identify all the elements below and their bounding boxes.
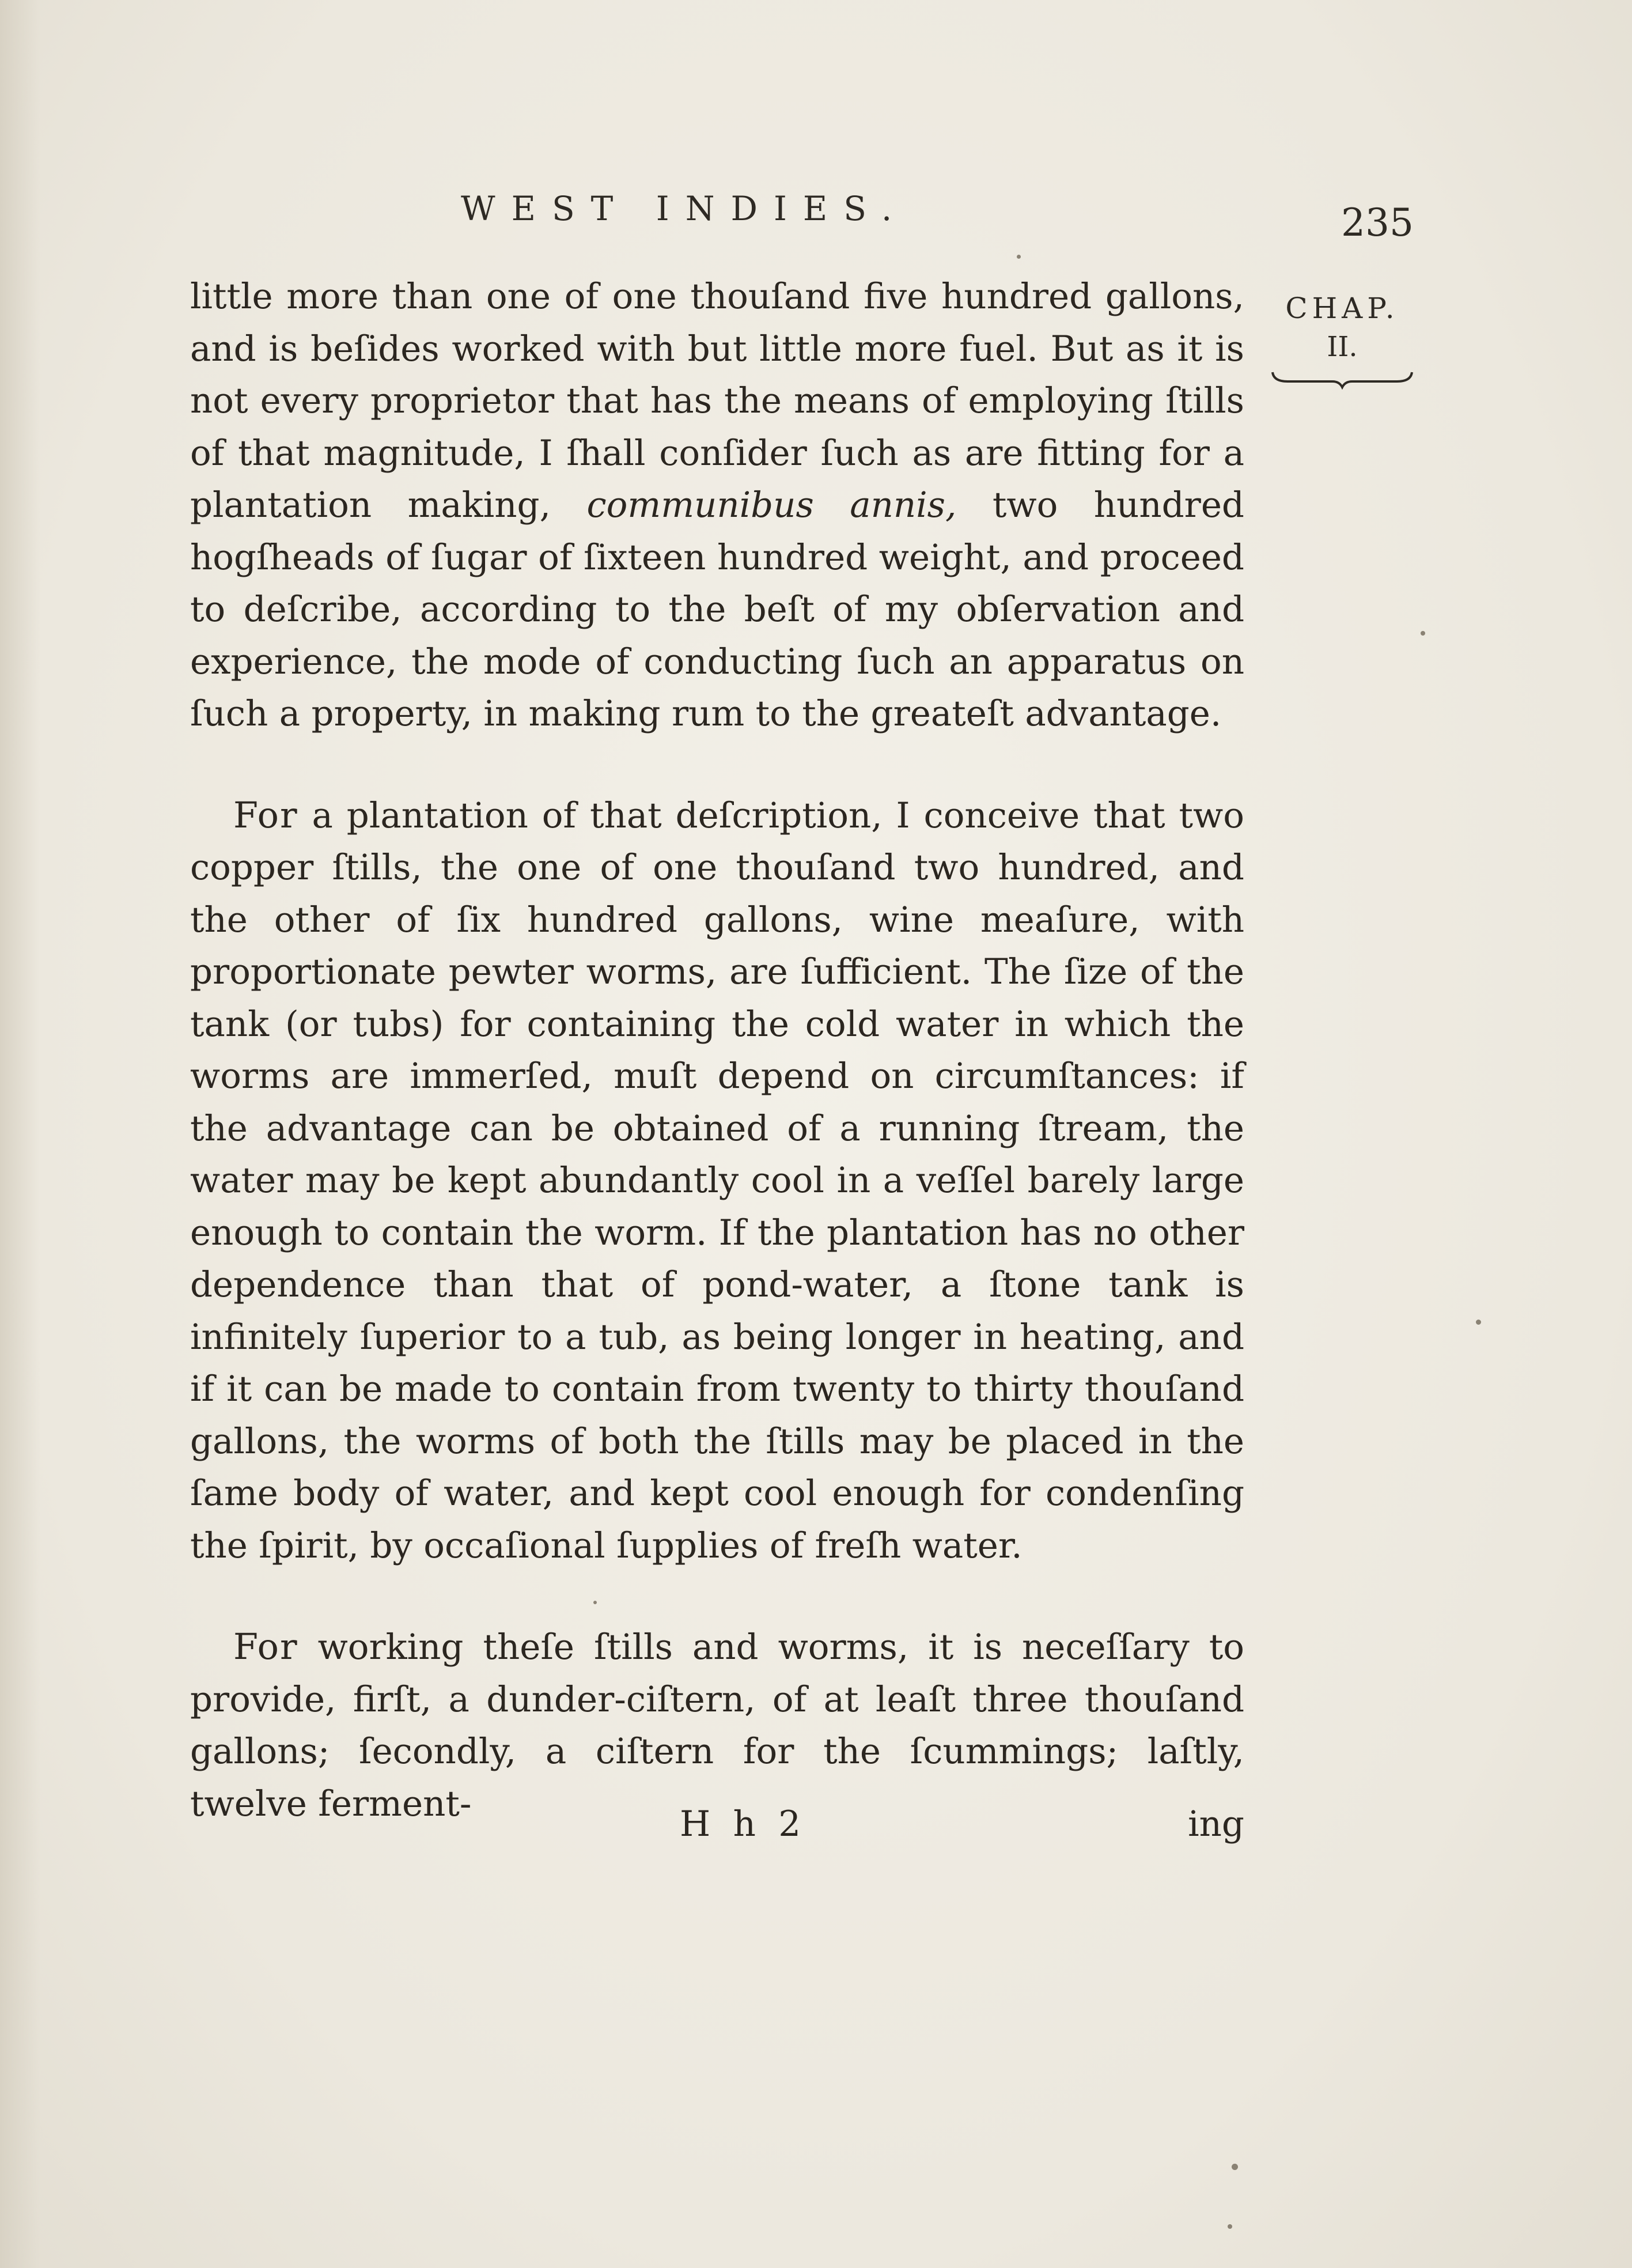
page-footer <box>190 1804 1244 1855</box>
paragraph-3 <box>190 1621 1244 1830</box>
paragraph-2-lead: For <box>233 793 298 836</box>
paragraph-2 <box>190 789 1244 1573</box>
paragraph-3-text: working theſe ſtills and worms, it is neceſſary to provide, firſt, a dunder-ciſtern, of at leaſt three thouſand gallons; ſecondly, a ciſtern for the ſcummings; laſtly, twelve ferment- <box>190 1627 1244 1824</box>
paragraph-1-italic: communibus annis, <box>586 485 957 526</box>
paper-speck <box>1232 2164 1238 2170</box>
paper-speck <box>1228 2224 1232 2229</box>
body-text <box>190 271 1244 1830</box>
paragraph-2-text: a plantation of that deſcription, I conceive that two copper ſtills, the one of one thouſand two hundred, and the other of ſix hundred gallons, wine meaſure, with proportionate pewter worms, are ſufficient. The ſize of the tank (or tubs) for containing the cold water in which the worms are immerſed, muſt depend on circumſtances: if the advantage can be obtained of a running ſtream, the water may be kept abundantly cool in a veſſel barely large enough to contain the worm. If the plantation has no other dependence than that of pond-water, a ſtone tank is infinitely ſuperior to a tub, as being longer in heating, and if it can be made to contain from twenty to thirty thouſand gallons, the worms of both the ſtills may be placed in the ſame body of water, and kept cool enough for condenſing the ſpirit, by occaſional ſupplies of freſh water. <box>190 795 1244 1566</box>
paragraph-1 <box>190 271 1244 740</box>
margin-note <box>1267 288 1417 390</box>
signature-mark: H h 2 <box>680 1804 807 1844</box>
paper-speck <box>593 1601 597 1604</box>
paragraph-3-lead: For <box>233 1626 298 1668</box>
paragraph-1-tail: two hundred hogſheads of ſugar of ſixteen hundred weight, and proceed to deſcribe, according to the beſt of my obſervation and experience, the mode of conducting ſuch an apparatus on ſuch a property, in making rum to the greateſt advantage. <box>190 485 1244 734</box>
chapter-label: CHAP. <box>1285 292 1399 325</box>
gutter-shadow <box>0 0 40 2268</box>
catchword: ing <box>1188 1804 1244 1844</box>
paper-speck <box>1017 255 1021 259</box>
chapter-number: II. <box>1327 331 1358 363</box>
paragraph-1-text: little more than one of one thouſand five hundred gallons, and is beſides worked with but little more fuel. But as it is not every proprietor that has the means of employing ſtills of that magnitude, I ſhall conſider ſuch as are fitting for a plantation making, <box>190 276 1244 526</box>
page-number: 235 <box>1341 201 1414 245</box>
paper-speck <box>1476 1320 1481 1325</box>
running-head: WEST INDIES. <box>461 189 908 228</box>
paper-speck <box>1421 631 1425 636</box>
brace-ornament <box>1270 369 1414 390</box>
